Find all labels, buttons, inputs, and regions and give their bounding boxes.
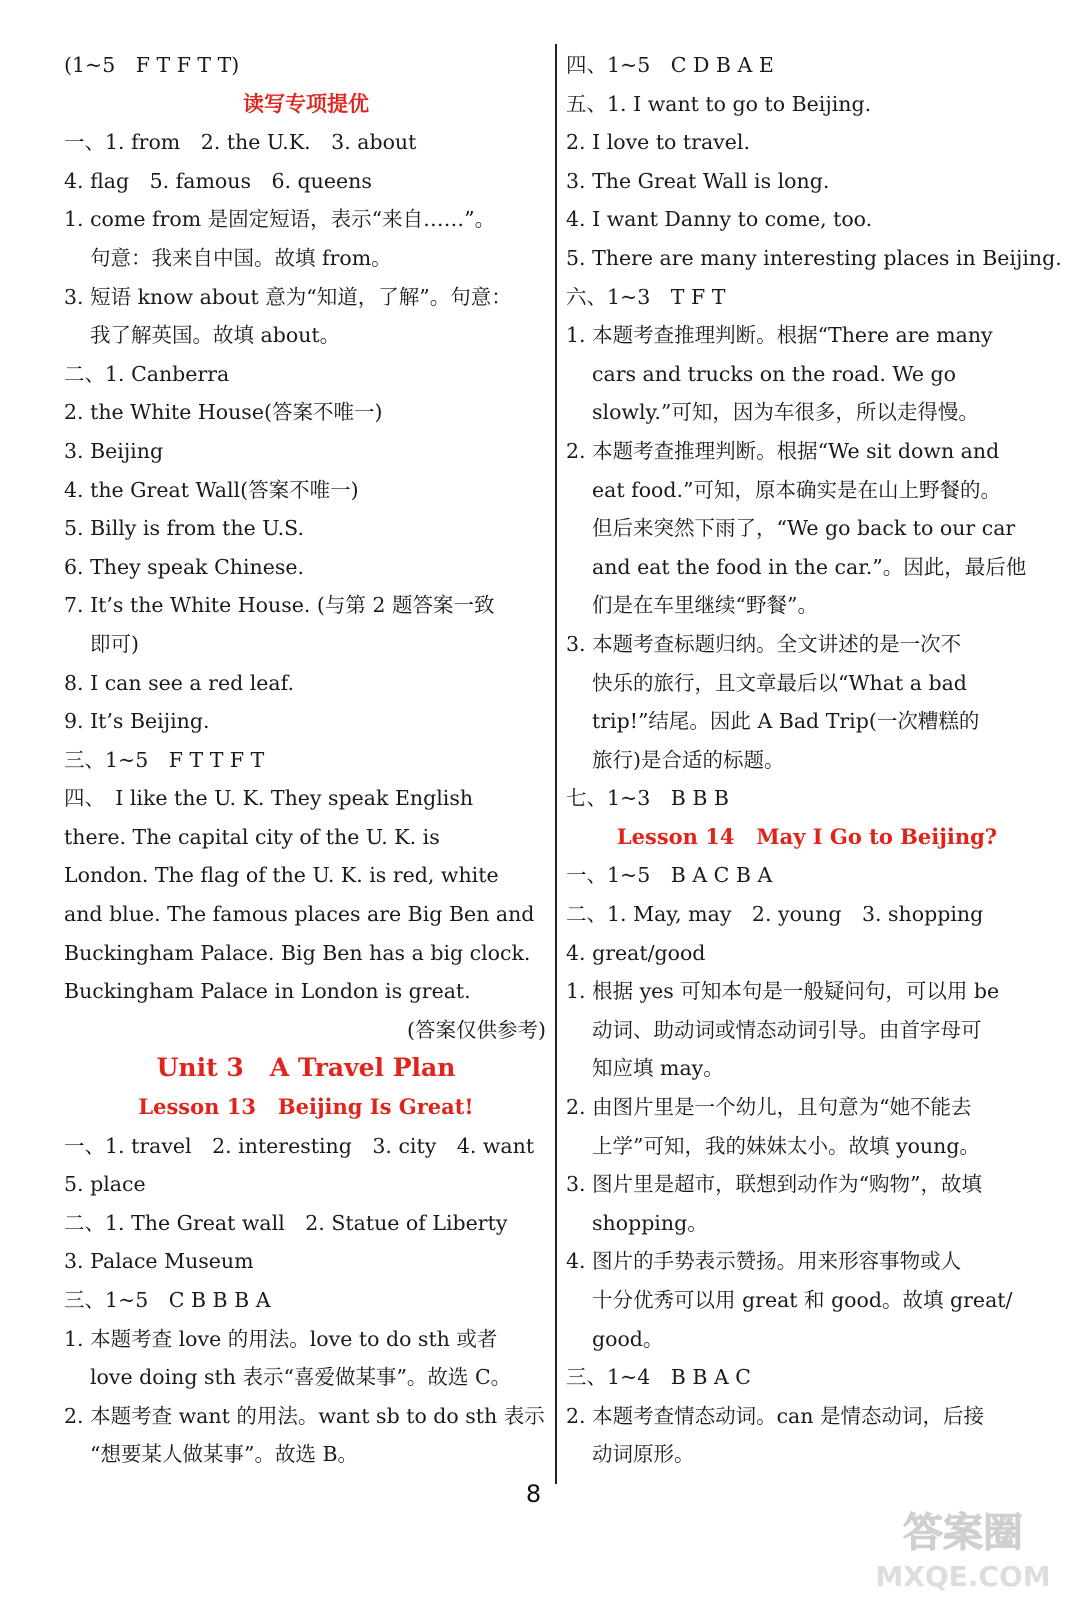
answer-line: 即可) — [90, 631, 139, 656]
column-divider — [555, 44, 557, 1484]
answer-line: 4. the Great Wall(答案不唯一) — [64, 477, 359, 502]
explanation-line: 上学”可知，我的妹妹太小。故填 young。 — [592, 1133, 980, 1158]
watermark-line2: MXQE.COM — [875, 1560, 1051, 1593]
explanation-line: eat food.”可知，原本确实是在山上野餐的。 — [592, 477, 1001, 502]
lesson-title: May I Go to Beijing? — [756, 823, 998, 849]
explanation-line: 3. 本题考查标题归纳。全文讲述的是一次不 — [566, 631, 962, 656]
answer-line: 3. Palace Museum — [64, 1249, 254, 1274]
answer-line: 6. They speak Chinese. — [64, 554, 305, 579]
explanation-line: 3. 短语 know about 意为“知道，了解”。句意： — [64, 284, 512, 309]
explanation-line: 句意：我来自中国。故填 from。 — [90, 245, 392, 270]
explanation-line: 1. 本题考查推理判断。根据“There are many — [566, 323, 993, 348]
right-column — [566, 46, 1062, 1474]
explanation-line: 动词原形。 — [592, 1442, 695, 1467]
answer-line: 9. It’s Beijing. — [64, 709, 210, 734]
lesson-heading — [566, 818, 1048, 857]
answer-line: 8. I can see a red leaf. — [64, 670, 295, 695]
explanation-line: 动词、助动词或情态动词引导。由首字母可 — [592, 1017, 982, 1042]
answer-line: 4. I want Danny to come, too. — [566, 207, 873, 232]
answer-line: 六、1~3 T F T — [566, 284, 726, 309]
answer-line: 二、1. The Great wall 2. Statue of Liberty — [64, 1210, 508, 1235]
answer-note: (答案仅供参考) — [407, 1017, 546, 1042]
explanation-line: and eat the food in the car.”。因此，最后他 — [592, 554, 1027, 579]
answer-line: 一、1~5 B A C B A — [566, 863, 773, 888]
answer-line: 4. flag 5. famous 6. queens — [64, 168, 372, 193]
unit-label: Unit 3 — [156, 1053, 244, 1083]
explanation-line: 知应填 may。 — [592, 1056, 724, 1081]
essay-line: London. The flag of the U. K. is red, white — [64, 863, 499, 888]
answer-line: 五、1. I want to go to Beijing. — [566, 91, 872, 116]
answer-line: 一、1. from 2. the U.K. 3. about — [64, 130, 417, 155]
watermark-line1: 答案圈 — [903, 1510, 1023, 1556]
lesson-label: Lesson 14 — [616, 823, 735, 849]
explanation-line: 我了解英国。故填 about。 — [90, 323, 341, 348]
unit-heading — [64, 1049, 548, 1088]
explanation-line: 快乐的旅行，且文章最后以“What a bad — [592, 670, 967, 695]
explanation-line: 2. 本题考查 want 的用法。want sb to do sth 表示 — [64, 1403, 545, 1428]
explanation-line: 2. 本题考查推理判断。根据“We sit down and — [566, 438, 1000, 463]
answer-line: 7. It’s the White House. (与第 2 题答案一致 — [64, 593, 495, 618]
explanation-line: 2. 由图片里是一个幼儿，且句意为“她不能去 — [566, 1095, 972, 1120]
answer-line: 3. Beijing — [64, 438, 164, 463]
explanation-line: “想要某人做某事”。故选 B。 — [90, 1442, 359, 1467]
explanation-line: 2. 本题考查情态动词。can 是情态动词，后接 — [566, 1403, 984, 1428]
answer-line: (1~5 F T F T T) — [64, 53, 240, 77]
page-number: 8 — [525, 1480, 542, 1508]
explanation-line: 4. 图片的手势表示赞扬。用来形容事物或人 — [566, 1249, 962, 1274]
watermark-logo — [868, 1500, 1058, 1595]
explanation-line: love doing sth 表示“喜爱做某事”。故选 C。 — [90, 1365, 512, 1390]
explanation-line: 1. come from 是固定短语，表示“来自……”。 — [64, 207, 496, 232]
explanation-line: slowly.”可知，因为车很多，所以走得慢。 — [592, 400, 979, 425]
essay-line: there. The capital city of the U. K. is — [64, 824, 440, 849]
explanation-line: trip!”结尾。因此 A Bad Trip(一次糟糕的 — [592, 709, 980, 734]
unit-title: A Travel Plan — [269, 1053, 456, 1083]
answer-line: 5. place — [64, 1172, 146, 1197]
answer-line: 5. Billy is from the U.S. — [64, 516, 305, 541]
answer-line: 3. The Great Wall is long. — [566, 168, 830, 193]
explanation-line: 十分优秀可以用 great 和 good。故填 great/ — [592, 1288, 1013, 1312]
explanation-line: 1. 根据 yes 可知本句是一般疑问句，可以用 be — [566, 979, 1000, 1004]
explanation-line: 1. 本题考查 love 的用法。love to do sth 或者 — [64, 1326, 498, 1351]
explanation-line: 们是在车里继续“野餐”。 — [592, 593, 818, 618]
essay-line: and blue. The famous places are Big Ben and — [64, 902, 535, 927]
lesson-label: Lesson 13 — [138, 1094, 256, 1120]
answer-line: 三、1~5 F T T F T — [64, 747, 265, 772]
answer-line: 2. I love to travel. — [566, 130, 750, 155]
explanation-line: 但后来突然下雨了，“We go back to our car — [592, 516, 1016, 541]
answer-line: 四、1~5 C D B A E — [566, 53, 774, 77]
answer-line: 二、1. Canberra — [64, 361, 230, 386]
explanation-line: shopping。 — [592, 1210, 708, 1235]
answer-line: 4. great/good — [566, 940, 706, 965]
answer-line: 一、1. travel 2. interesting 3. city 4. want — [64, 1133, 535, 1158]
answer-line: 5. There are many interesting places in Beijing. — [566, 245, 1062, 270]
answer-line: 七、1~3 B B B — [566, 786, 729, 811]
explanation-line: cars and trucks on the road. We go — [592, 361, 956, 386]
left-column — [64, 46, 548, 1474]
answer-line: 三、1~4 B B A C — [566, 1365, 751, 1390]
explanation-line: 3. 图片里是超市，联想到动作为“购物”，故填 — [566, 1172, 983, 1197]
lesson-heading — [64, 1088, 548, 1127]
answer-line: 二、1. May, may 2. young 3. shopping — [566, 902, 984, 927]
explanation-line: 旅行)是合适的标题。 — [592, 747, 785, 772]
section-heading: 读写专项提优 — [243, 90, 369, 116]
essay-line: Buckingham Palace in London is great. — [64, 979, 471, 1004]
lesson-title: Beijing Is Great! — [277, 1094, 474, 1120]
essay-line: 四、 I like the U. K. They speak English — [64, 786, 474, 811]
essay-line: Buckingham Palace. Big Ben has a big clock. — [64, 940, 531, 965]
answer-line: 三、1~5 C B B B A — [64, 1288, 271, 1312]
explanation-line: good。 — [592, 1326, 664, 1351]
answer-line: 2. the White House(答案不唯一) — [64, 400, 383, 425]
